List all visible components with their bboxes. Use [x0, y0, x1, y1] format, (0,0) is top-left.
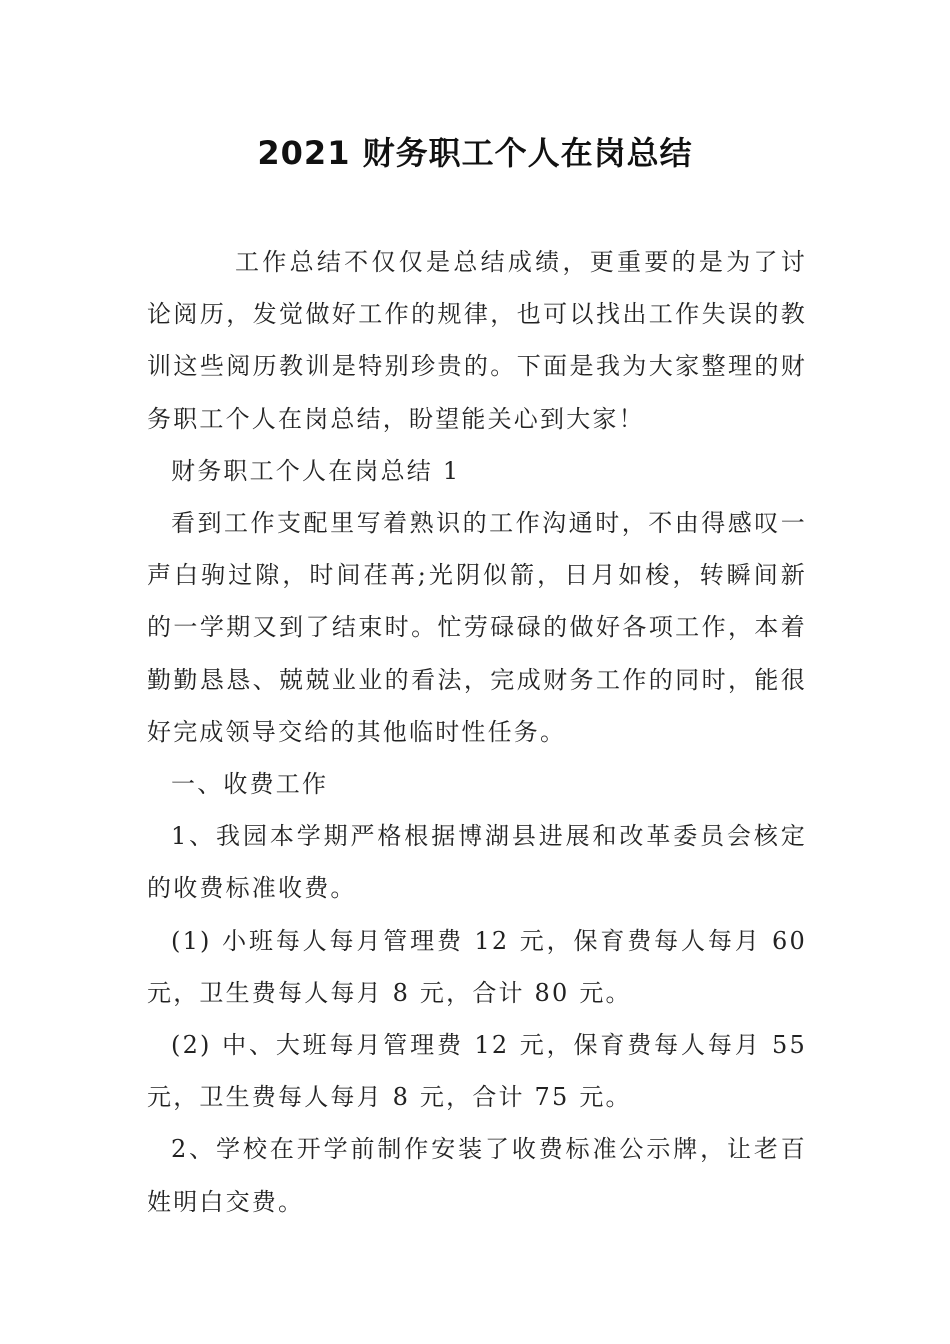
list-item: 2、学校在开学前制作安装了收费标准公示牌，让老百姓明白交费。	[147, 1135, 807, 1216]
document-title: 2021 财务职工个人在岗总结	[257, 134, 693, 172]
list-item: (2) 中、大班每月管理费 12 元，保育费每人每月 55 元，卫生费每人每月 8 元，合计 75 元。	[147, 1031, 807, 1112]
document-body	[147, 236, 807, 1228]
section-heading: 财务职工个人在岗总结 1	[171, 456, 461, 485]
intro-paragraph: 工作总结不仅仅是总结成绩，更重要的是为了讨论阅历，发觉做好工作的规律，也可以找出工作失误的教训这些阅历教训是特别珍贵的。下面是我为大家整理的财务职工个人在岗总结，盼望能关心到大家！	[147, 248, 807, 433]
body-paragraph: 看到工作支配里写着熟识的工作沟通时，不由得感叹一声白驹过隙，时间荏苒;光阴似箭，日月如梭，转瞬间新的一学期又到了结束时。忙劳碌碌的做好各项工作，本着勤勤恳恳、兢兢业业的看法，完成财务工作的同时，能很好完成领导交给的其他临时性任务。	[147, 509, 807, 746]
subsection-heading: 一、收费工作	[171, 770, 329, 799]
list-item: (1) 小班每人每月管理费 12 元，保育费每人每月 60 元，卫生费每人每月 8 元，合计 80 元。	[147, 926, 807, 1007]
list-item: 1、我园本学期严格根据博湖县进展和改革委员会核定的收费标准收费。	[147, 822, 807, 903]
